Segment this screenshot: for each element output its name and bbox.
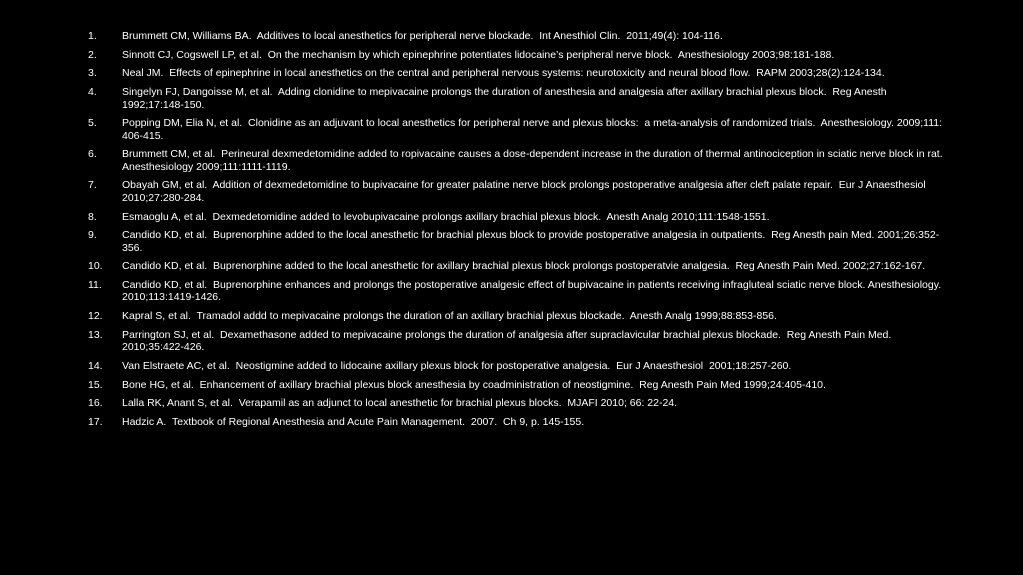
reference-item <box>88 49 948 61</box>
reference-item <box>88 117 948 142</box>
reference-item <box>88 379 948 391</box>
reference-text: Popping DM, Elia N, et al. Clonidine as an adjuvant to local anesthetics for peripheral nerve and plexus blocks: a meta-analysis of randomized trials. Anesthesiology. 2009;111: 406-415. <box>122 117 945 142</box>
reference-number: 11. <box>88 279 102 292</box>
reference-number: 9. <box>88 229 97 242</box>
reference-item <box>88 86 948 111</box>
reference-item <box>88 67 948 79</box>
reference-text: Obayah GM, et al. Addition of dexmedetomidine to bupivacaine for greater palatine nerve block prolongs postoperative analgesia after cleft palate repair. Eur J Anaesthesiol 2010;27:280-284. <box>122 179 932 204</box>
reference-number: 17. <box>88 416 103 429</box>
reference-text: Singelyn FJ, Dangoisse M, et al. Adding clonidine to mepivacaine prolongs the duration of anesthesia and analgesia after axillary brachial plexus block. Reg Anesth 1992;17:148-150. <box>122 86 890 111</box>
reference-text: Kapral S, et al. Tramadol addd to mepivacaine prolongs the duration of an axillary brachial plexus blockade. Anesth Analg 1999;88:853-856. <box>122 310 777 323</box>
reference-text: Lalla RK, Anant S, et al. Verapamil as an adjunct to local anesthetic for brachial plexus blocks. MJAFI 2010; 66: 22-24. <box>122 397 678 410</box>
reference-item <box>88 179 948 204</box>
reference-text: Sinnott CJ, Cogswell LP, et al. On the mechanism by which epinephrine potentiates lidocaine’s peripheral nerve block. Anesthesiology 2003;98:181-188. <box>122 48 835 61</box>
reference-text: Candido KD, et al. Buprenorphine added to the local anesthetic for brachial plexus block to provide postoperative analgesia in outpatients. Reg Anesth pain Med. 2001;26:352-356. <box>122 229 940 254</box>
reference-item <box>88 260 948 272</box>
reference-number: 3. <box>88 67 97 80</box>
reference-number: 12. <box>88 310 103 323</box>
reference-number: 15. <box>88 378 103 391</box>
reference-text: Van Elstraete AC, et al. Neostigmine added to lidocaine axillary plexus block for postoperative analgesia. Eur J Anaesthesiol 2001;18:257-260. <box>122 359 792 372</box>
reference-item <box>88 416 948 428</box>
reference-item <box>88 360 948 372</box>
reference-number: 2. <box>88 48 97 61</box>
reference-text: Candido KD, et al. Buprenorphine enhances and prolongs the postoperative analgesic effect of bupivacaine in patients receiving infragluteal sciatic nerve block. Anesthesiology. 2010;113:1419-1426. <box>122 279 947 304</box>
reference-text: Bone HG, et al. Enhancement of axillary brachial plexus block anesthesia by coadministration of neostigmine. Reg Anesth Pain Med 1999;24:405-410. <box>122 378 826 391</box>
reference-number: 14. <box>88 359 103 372</box>
reference-item <box>88 329 948 354</box>
reference-item <box>88 229 948 254</box>
reference-item <box>88 310 948 322</box>
reference-item <box>88 279 948 304</box>
reference-number: 6. <box>88 148 97 161</box>
reference-text: Esmaoglu A, et al. Dexmedetomidine added to levobupivacaine prolongs axillary brachial plexus block. Anesth Analg 2010;111:1548-1551. <box>122 210 770 223</box>
reference-text: Candido KD, et al. Buprenorphine added to the local anesthetic for axillary brachial plexus block prolongs postoperatvie analgesia. Reg Anesth Pain Med. 2002;27:162-167. <box>122 260 926 273</box>
reference-item <box>88 211 948 223</box>
reference-text: Parrington SJ, et al. Dexamethasone added to mepivacaine prolongs the duration of analgesia after supraclavicular brachial plexus blockade. Reg Anesth Pain Med. 2010;35:422-426. <box>122 328 895 354</box>
reference-number: 7. <box>88 179 97 192</box>
reference-item <box>88 30 948 42</box>
reference-number: 13. <box>88 328 103 341</box>
reference-item <box>88 397 948 409</box>
reference-number: 16. <box>88 397 103 410</box>
reference-text: Brummett CM, et al. Perineural dexmedetomidine added to ropivacaine causes a dose-dependent increase in the duration of thermal antinociception in sciatic nerve block in rat. Anesthesiology 2009;111:1111-1119. <box>122 148 948 173</box>
reference-list <box>88 30 948 435</box>
reference-text: Neal JM. Effects of epinephrine in local anesthetics on the central and peripheral nervous systems: neurotoxicity and neural blood flow. RAPM 2003;28(2):124-134. <box>122 67 885 80</box>
reference-text: Hadzic A. Textbook of Regional Anesthesia and Acute Pain Management. 2007. Ch 9, p. 145-155. <box>122 416 585 429</box>
reference-number: 1. <box>88 30 97 42</box>
reference-text: Brummett CM, Williams BA. Additives to local anesthetics for peripheral nerve blockade. Int Anesthiol Clin. 2011;49(4): 104-116. <box>122 30 723 42</box>
reference-number: 8. <box>88 210 97 223</box>
reference-item <box>88 148 948 173</box>
reference-number: 5. <box>88 117 97 130</box>
reference-number: 4. <box>88 86 97 99</box>
reference-number: 10. <box>88 260 103 273</box>
